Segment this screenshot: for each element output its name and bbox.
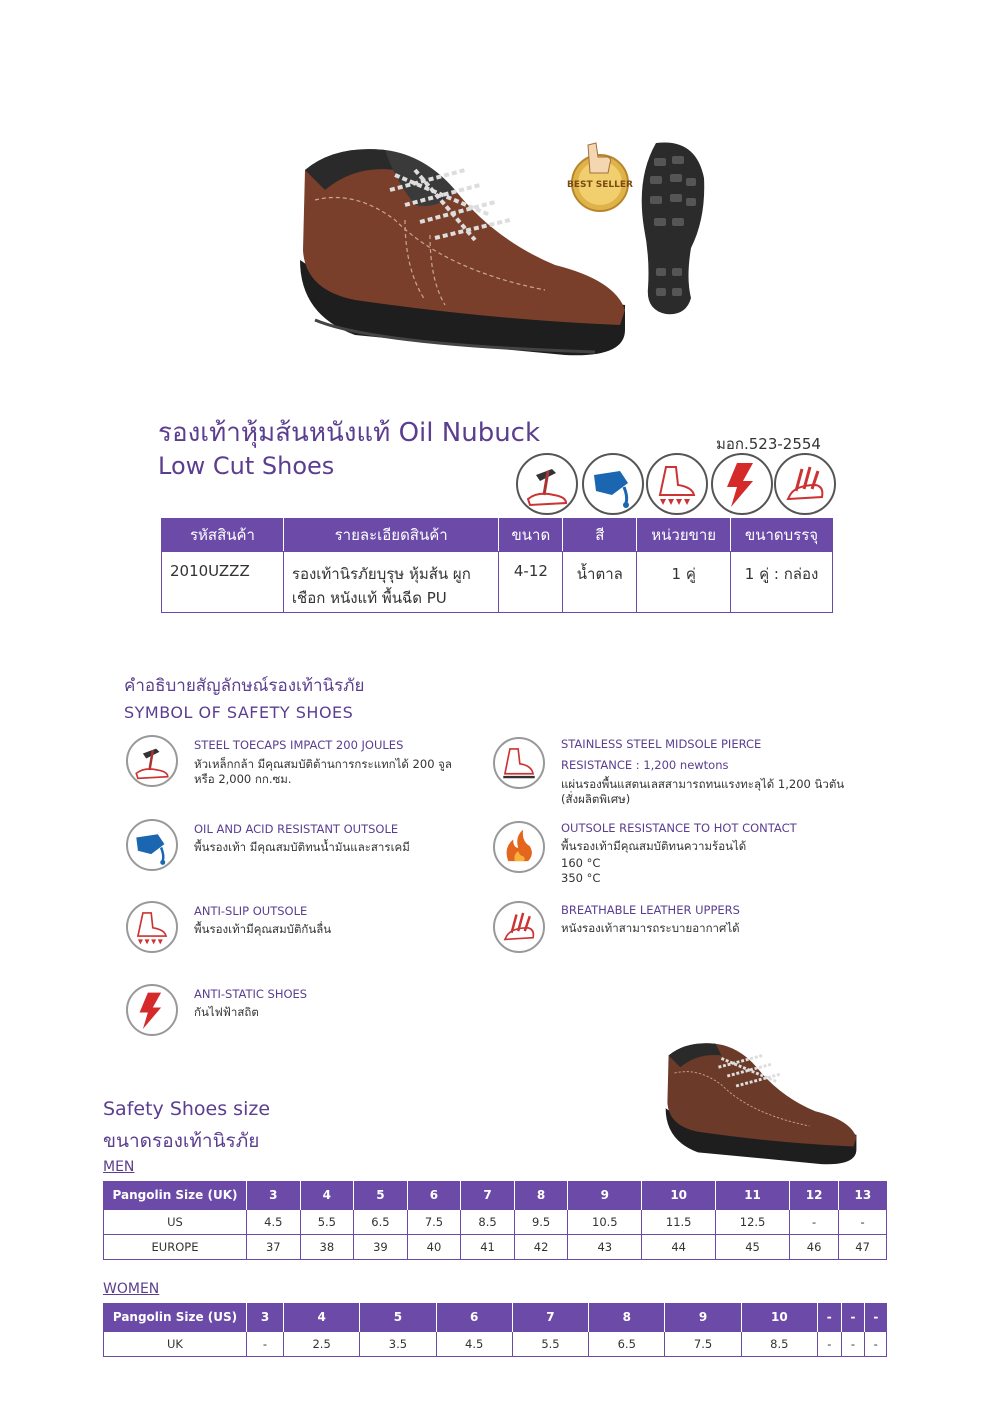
hot-contact-icon: [493, 821, 545, 873]
women-label: WOMEN: [103, 1281, 160, 1297]
size-cell: 43: [568, 1234, 642, 1259]
size-header: 8: [514, 1181, 568, 1209]
size-header: 6: [407, 1181, 461, 1209]
temperature-1: 160 °C: [561, 856, 601, 870]
size-cell: -: [839, 1209, 887, 1234]
header-size: ขนาด: [499, 519, 563, 552]
temperature-2: 350 °C: [561, 871, 601, 885]
size-header: -: [817, 1303, 841, 1331]
size-header: 4: [300, 1181, 354, 1209]
size-cell: 11.5: [642, 1209, 716, 1234]
table-row: [104, 1209, 887, 1234]
header-code: รหัสสินค้า: [162, 519, 284, 552]
size-cell: 4.5: [436, 1331, 512, 1356]
size-cell: 2.5: [284, 1331, 360, 1356]
size-cell: 39: [354, 1234, 408, 1259]
product-color: น้ำตาล: [563, 552, 637, 613]
men-header-label: Pangolin Size (UK): [104, 1181, 247, 1209]
symbol-title: STAINLESS STEEL MIDSOLE PIERCE: [561, 737, 762, 751]
size-title-en: Safety Shoes size: [103, 1098, 271, 1120]
size-cell: 8.5: [741, 1331, 817, 1356]
size-header: -: [841, 1303, 865, 1331]
oil-acid-icon: [582, 453, 644, 515]
size-cell: 6.5: [589, 1331, 665, 1356]
size-cell: 9.5: [514, 1209, 568, 1234]
size-header: 11: [716, 1181, 790, 1209]
size-cell: 7.5: [665, 1331, 741, 1356]
size-cell: 12.5: [716, 1209, 790, 1234]
size-cell: 10.5: [568, 1209, 642, 1234]
size-cell: 5.5: [300, 1209, 354, 1234]
size-header: 3: [247, 1303, 284, 1331]
product-description: รองเท้านิรภัยบุรุษ หุ้มส้น ผูกเชือก หนังแท้ พื้นฉีด PU: [283, 552, 499, 613]
size-cell: -: [817, 1331, 841, 1356]
size-cell: -: [841, 1331, 865, 1356]
size-cell: 44: [642, 1234, 716, 1259]
size-header: 9: [568, 1181, 642, 1209]
product-package: 1 คู่ : กล่อง: [731, 552, 833, 613]
standard-number: มอก.523-2554: [716, 435, 821, 453]
size-cell: 41: [461, 1234, 515, 1259]
symbols-title-en: SYMBOL OF SAFETY SHOES: [124, 703, 354, 722]
size-cell: 42: [514, 1234, 568, 1259]
anti-slip-icon: [126, 901, 178, 953]
size-cell: 6.5: [354, 1209, 408, 1234]
size-cell: 3.5: [360, 1331, 436, 1356]
size-header: 10: [741, 1303, 817, 1331]
size-header: 6: [436, 1303, 512, 1331]
size-cell: -: [247, 1331, 284, 1356]
symbol-title: ANTI-SLIP OUTSOLE: [194, 904, 308, 918]
size-header: 7: [512, 1303, 588, 1331]
anti-static-icon: [711, 453, 773, 515]
size-header: 8: [589, 1303, 665, 1331]
size-cell: 8.5: [461, 1209, 515, 1234]
header-unit: หน่วยขาย: [637, 519, 731, 552]
size-header: 3: [247, 1181, 301, 1209]
row-label: UK: [104, 1331, 247, 1356]
symbol-title: OIL AND ACID RESISTANT OUTSOLE: [194, 822, 399, 836]
symbol-text: หนังรองเท้าสามารถระบายอากาศได้: [561, 921, 740, 935]
size-cell: 5.5: [512, 1331, 588, 1356]
header-package: ขนาดบรรจุ: [731, 519, 833, 552]
product-code: 2010UZZZ: [162, 552, 284, 613]
symbol-title: BREATHABLE LEATHER UPPERS: [561, 903, 740, 917]
header-color: สี: [563, 519, 637, 552]
size-cell: -: [865, 1331, 887, 1356]
size-header: 9: [665, 1303, 741, 1331]
size-header: 12: [790, 1181, 839, 1209]
symbol-text: กันไฟฟ้าสถิต: [194, 1005, 259, 1019]
symbol-title: ANTI-STATIC SHOES: [194, 987, 308, 1001]
row-label: US: [104, 1209, 247, 1234]
size-header: 5: [354, 1181, 408, 1209]
product-size: 4-12: [499, 552, 563, 613]
symbol-text: พื้นรองเท้ามีคุณสมบัติกันลื่น: [194, 922, 332, 936]
size-cell: 4.5: [247, 1209, 301, 1234]
size-cell: 7.5: [407, 1209, 461, 1234]
men-size-table: [103, 1181, 887, 1260]
product-title-th: รองเท้าหุ้มส้นหนังแท้ Oil Nubuck: [158, 418, 541, 448]
sole-image: [636, 138, 708, 318]
size-cell: 38: [300, 1234, 354, 1259]
badge-text: BEST SELLER: [567, 180, 633, 190]
midsole-pierce-icon: [493, 737, 545, 789]
product-image-small: [655, 1032, 870, 1167]
best-seller-badge: [566, 135, 634, 215]
table-row: [104, 1331, 887, 1356]
size-cell: 45: [716, 1234, 790, 1259]
row-label: EUROPE: [104, 1234, 247, 1259]
symbols-title-th: คำอธิบายสัญลักษณ์รองเท้านิรภัย: [124, 676, 365, 696]
size-header: 7: [461, 1181, 515, 1209]
symbol-title: STEEL TOECAPS IMPACT 200 JOULES: [194, 738, 404, 752]
women-size-table: [103, 1303, 887, 1357]
header-description: รายละเอียดสินค้า: [283, 519, 499, 552]
breathable-icon: [774, 453, 836, 515]
steel-toecap-icon: [126, 735, 178, 787]
men-label: MEN: [103, 1159, 135, 1175]
symbol-title: OUTSOLE RESISTANCE TO HOT CONTACT: [561, 821, 797, 835]
size-cell: 47: [839, 1234, 887, 1259]
symbol-text: พื้นรองเท้า มีคุณสมบัติทนน้ำมันและสารเคมี: [194, 840, 410, 854]
size-cell: 37: [247, 1234, 301, 1259]
size-cell: -: [790, 1209, 839, 1234]
size-header: 4: [284, 1303, 360, 1331]
anti-static-icon: [126, 984, 178, 1036]
steel-toecap-icon: [516, 453, 578, 515]
table-row: [162, 552, 833, 613]
size-header: -: [865, 1303, 887, 1331]
symbol-text: พื้นรองเท้ามีคุณสมบัติทนความร้อนได้: [561, 839, 747, 853]
product-unit: 1 คู่: [637, 552, 731, 613]
symbol-text: หัวเหล็กกล้า มีคุณสมบัติต้านการกระแทกได้ 200 จูล หรือ 2,000 กก.ซม.: [194, 757, 452, 786]
size-title-th: ขนาดรองเท้านิรภัย: [103, 1130, 260, 1152]
oil-acid-icon: [126, 819, 178, 871]
product-title-en: Low Cut Shoes: [158, 452, 335, 480]
anti-slip-icon: [646, 453, 708, 515]
size-cell: 40: [407, 1234, 461, 1259]
breathable-icon: [493, 901, 545, 953]
women-header-label: Pangolin Size (US): [104, 1303, 247, 1331]
symbol-subtitle: RESISTANCE : 1,200 newtons: [561, 758, 729, 772]
size-header: 10: [642, 1181, 716, 1209]
product-table: [161, 518, 833, 613]
table-row: [104, 1234, 887, 1259]
size-header: 13: [839, 1181, 887, 1209]
size-cell: 46: [790, 1234, 839, 1259]
size-header: 5: [360, 1303, 436, 1331]
symbol-text: แผ่นรองพื้นแสตนเลสสามารถทนแรงทะลุได้ 1,200 นิวตัน (สั่งผลิตพิเศษ): [561, 777, 845, 806]
